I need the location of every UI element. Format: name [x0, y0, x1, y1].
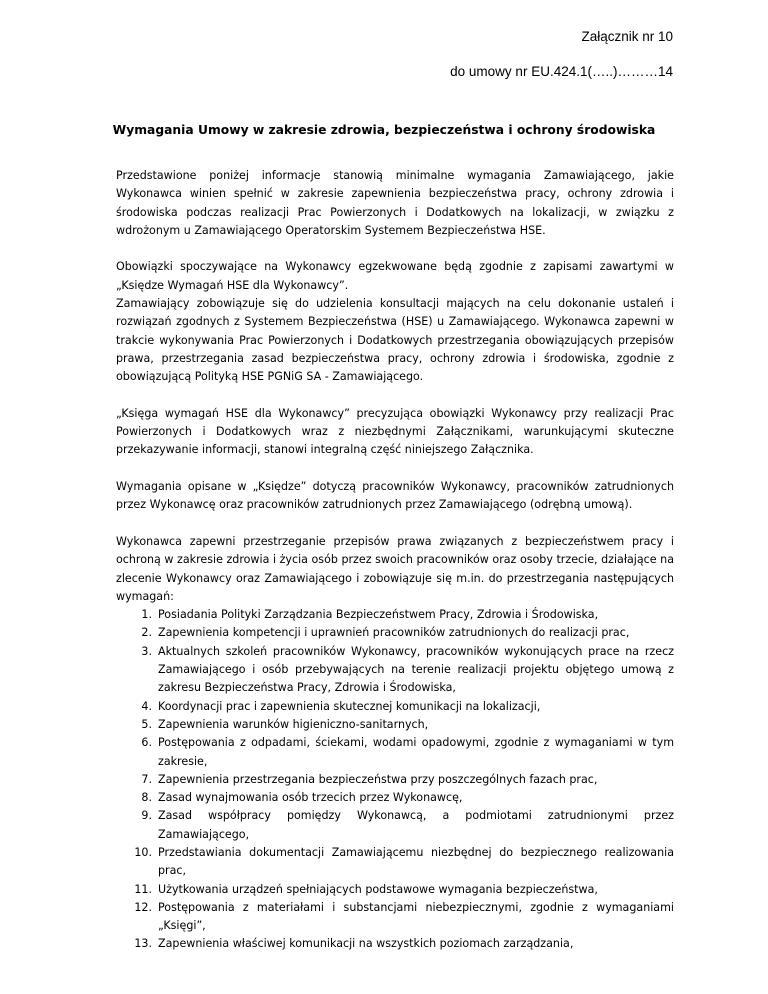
contract-reference: do umowy nr EU.424.1(…..)………14 — [450, 64, 673, 79]
list-item: 11. Użytkowania urządzeń spełniających podstawowe wymagania bezpieczeństwa, — [134, 882, 598, 896]
list-item: 6. Postępowania z odpadami, ściekami, wodami opadowymi, zgodnie z wymaganiami w tym zakresie, — [141, 736, 674, 768]
list-item: 5. Zapewnienia warunków higieniczno-sanitarnych, — [141, 717, 429, 731]
intro-paragraph: Przedstawione poniżej informacje stanowią minimalne wymagania Zamawiającego, jakie Wykonawca winien spełnić w zakresie zapewnienia bezpieczeństwa pracy, ochrony zdrowia i środowiska podczas realizacji Prac Powierzonych i Dodatkowych na lokalizacji, w związku z wdrożonym u Zamawiającego Operatorskim Systemem Bezpieczeństwa HSE. — [116, 169, 674, 237]
scope-paragraph: Wymagania opisane w „Księdze” dotyczą pracowników Wykonawcy, pracowników zatrudnionych przez Wykonawcę oraz pracowników zatrudnionych przez Zamawiającego (odrębną umową). — [116, 480, 674, 512]
attachment-number: Załącznik nr 10 — [581, 29, 673, 44]
list-item: 1. Posiadania Polityki Zarządzania Bezpieczeństwem Pracy, Zdrowia i Środowiska, — [141, 608, 599, 622]
list-item: 7. Zapewnienia przestrzegania bezpieczeństwa przy poszczególnych fazach prac, — [141, 772, 598, 786]
document-title: Wymagania Umowy w zakresie zdrowia, bezpieczeństwa i ochrony środowiska — [112, 123, 656, 137]
obligations-paragraph: Obowiązki spoczywające na Wykonawcy egzekwowane będą zgodnie z zapisami zawartymi w „Księdze Wymagań HSE dla Wykonawcy”. — [116, 260, 674, 292]
list-item: 10. Przedstawiania dokumentacji Zamawiającemu niezbędnej do bezpiecznego realizowania prac, — [134, 845, 674, 878]
requirements-intro-paragraph: Wykonawca zapewni przestrzeganie przepisów prawa związanych z bezpieczeństwem pracy i ochroną w zakresie zdrowia i życia osób przez swoich pracowników oraz osoby trzecie, działające na zlecenie Wykonawcy oraz Zamawiającego i zobowiązuje się m.in. do przestrzegania następujących wymagań: — [116, 534, 674, 603]
list-item: 9. Zasad współpracy pomiędzy Wykonawcą, a podmiotami zatrudnionymi przez Zamawiającego, — [141, 809, 674, 841]
document-body — [116, 167, 674, 954]
list-item: 2. Zapewnienia kompetencji i uprawnień pracowników zatrudnionych do realizacji prac, — [141, 626, 630, 640]
list-item: 4. Koordynacji prac i zapewnienia skutecznej komunikacji na lokalizacji, — [141, 699, 541, 713]
list-item: 13. Zapewnienia właściwej komunikacji na wszystkich poziomach zarządzania, — [134, 937, 574, 951]
hse-book-paragraph: „Księga wymagań HSE dla Wykonawcy” precyzująca obowiązki Wykonawcy przy realizacji Prac Powierzonych i Dodatkowych wraz z niezbędnymi Załącznikami, warunkującymi skuteczne przekazywanie informacji, stanowi integralną część niniejszego Załącznika. — [116, 406, 674, 457]
consultation-paragraph: Zamawiający zobowiązuje się do udzielenia konsultacji mających na celu dokonanie ustaleń i rozwiązań zgodnych z Systemem Bezpieczeństwa (HSE) u Zamawiającego. Wykonawca zapewni w trakcie wykonywania Prac Powierzonych i Dodatkowych przestrzegania obowiązujących przepisów prawa, przestrzegania zasad bezpieczeństwa pracy, ochrony zdrowia i środowiska, zgodnie z obowiązującą Polityką HSE PGNiG SA - Zamawiającego. — [116, 297, 674, 384]
requirements-list — [116, 606, 674, 954]
list-item: 12. Postępowania z materiałami i substancjami niebezpiecznymi, zgodnie z wymaganiami „Księgi”, — [134, 900, 674, 933]
list-item: 3. Aktualnych szkoleń pracowników Wykonawcy, pracowników wykonujących prace na rzecz Zamawiającego i osób przebywających na terenie realizacji projektu objętego umową z zakresu Bezpieczeństwa Pracy, Zdrowia i Środowiska, — [141, 644, 674, 695]
list-item: 8. Zasad wynajmowania osób trzecich przez Wykonawcę, — [141, 791, 463, 805]
